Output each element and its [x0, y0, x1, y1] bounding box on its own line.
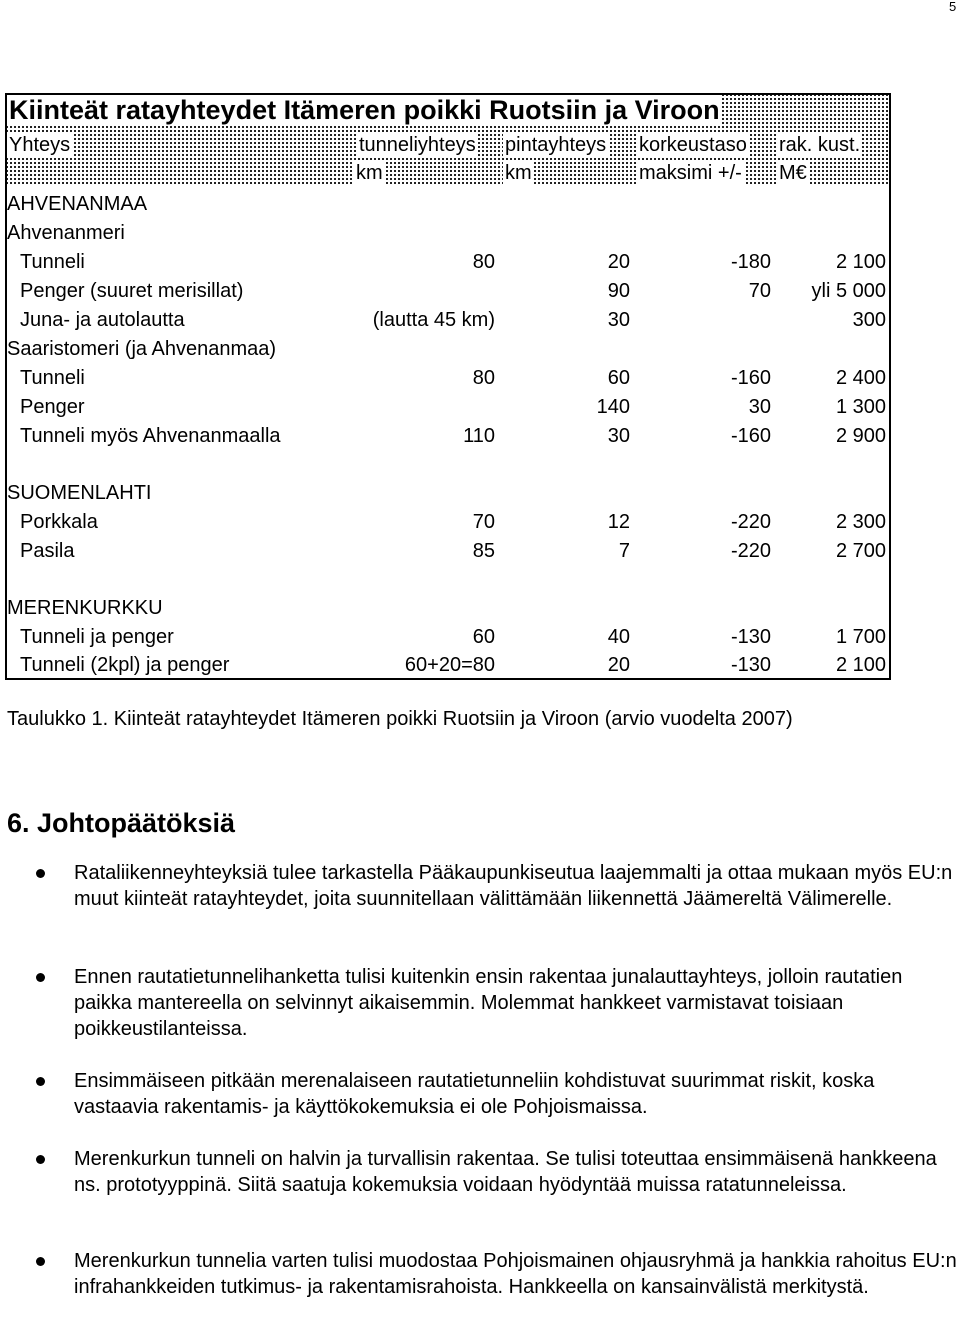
- header-rak-kust: rak. kust.: [779, 134, 861, 156]
- cell-pintayhteys: 60: [607, 367, 630, 389]
- bullet-icon: [36, 973, 45, 982]
- cell-tunneliyhteys: 60: [472, 626, 495, 648]
- table-caption: Taulukko 1. Kiinteät ratayhteydet Itämeren poikki Ruotsiin ja Viroon (arvio vuodelta 2007): [7, 708, 793, 730]
- bullet-icon: [36, 1077, 45, 1086]
- cell-pintayhteys: 30: [607, 425, 630, 447]
- header-tunneliyhteys-unit: km: [356, 162, 383, 184]
- bullet-text: Merenkurkun tunnelia varten tulisi muodostaa Pohjoismainen ohjausryhmä ja hankkia rahoitus EU:n infrahankkeiden tutkimus- ja rakentamisrahoista. Hankkeella on kansainvälistä merkitystä.: [74, 1250, 957, 1298]
- table-row-label: Penger (suuret merisillat): [20, 280, 244, 302]
- cell-korkeustaso: -160: [730, 367, 771, 389]
- bullet-item: [74, 1146, 959, 1198]
- bullet-item: [74, 860, 959, 912]
- cell-pintayhteys: 140: [596, 396, 630, 418]
- section-heading: 6. Johtopäätöksiä: [7, 808, 236, 838]
- cell-tunneliyhteys: 85: [472, 540, 495, 562]
- page-number: 5: [949, 0, 957, 14]
- cell-rak-kust: yli 5 000: [811, 280, 886, 302]
- header-tunneliyhteys: tunneliyhteys: [359, 134, 476, 156]
- cell-rak-kust: 2 700: [835, 540, 886, 562]
- bullet-icon: [36, 1257, 45, 1266]
- bullet-text: Ennen rautatietunnelihanketta tulisi kuitenkin ensin rakentaa junalauttayhteys, jolloin rautatien paikka mantereella on selvinnyt aikaisemmin. Molemmat hankkeet varmistavat toisiaan poikkeustilanteissa.: [74, 966, 903, 1040]
- cell-rak-kust: 300: [852, 309, 886, 331]
- bullet-text: Merenkurkun tunneli on halvin ja turvallisin rakentaa. Se tulisi toteuttaa ensimmäisenä hankkeena ns. prototyyppinä. Siitä saatuja kokemuksia voidaan hyödyntää muissa ratatunneleissa.: [74, 1148, 937, 1196]
- table-row-label: Penger: [20, 396, 85, 418]
- bullet-item: [74, 964, 959, 1042]
- table-row-label: Porkkala: [20, 511, 98, 533]
- cell-pintayhteys: 90: [607, 280, 630, 302]
- table-row-label: Tunneli ja penger: [20, 626, 174, 648]
- bullet-icon: [36, 869, 45, 878]
- cell-tunneliyhteys: 80: [472, 367, 495, 389]
- table-title: Kiinteät ratayhteydet Itämeren poikki Ruotsiin ja Viroon: [9, 95, 720, 125]
- row-label-merenkurkku: MERENKURKKU: [7, 597, 163, 619]
- cell-pintayhteys: 7: [618, 540, 630, 562]
- table-row-label: Tunneli (2kpl) ja penger: [20, 654, 230, 676]
- row-label-saaristomeri: Saaristomeri (ja Ahvenanmaa): [7, 338, 277, 360]
- cell-pintayhteys: 20: [607, 251, 630, 273]
- cell-tunneliyhteys: 70: [472, 511, 495, 533]
- cell-rak-kust: 2 900: [835, 425, 886, 447]
- cell-rak-kust: 2 100: [835, 654, 886, 676]
- cell-tunneliyhteys: 60+20=80: [404, 654, 495, 676]
- cell-korkeustaso: 30: [748, 396, 771, 418]
- cell-korkeustaso: -130: [730, 626, 771, 648]
- table-row-label: Tunneli myös Ahvenanmaalla: [20, 425, 281, 447]
- cell-rak-kust: 2 400: [835, 367, 886, 389]
- cell-rak-kust: 1 700: [835, 626, 886, 648]
- cell-rak-kust: 2 100: [835, 251, 886, 273]
- bullet-item: [74, 1248, 959, 1300]
- bullet-text: Ensimmäiseen pitkään merenalaiseen rautatietunneliin kohdistuvat suurimmat riskit, koska vastaavia rakentamis- ja käyttökokemuksia ei ole Pohjoismaissa.: [74, 1070, 875, 1118]
- header-rak-kust-unit: M€: [779, 162, 807, 184]
- row-label-ahvenanmeri: Ahvenanmeri: [7, 222, 125, 244]
- cell-korkeustaso: 70: [748, 280, 771, 302]
- header-pintayhteys-unit: km: [505, 162, 532, 184]
- bullet-text: Rataliikenneyhteyksiä tulee tarkastella Pääkaupunkiseutua laajemmalti ja ottaa mukaan myös EU:n muut kiinteät ratayhteydet, joita suunnitellaan välittämään liikennettä Jäämereltä Välimerelle.: [74, 862, 953, 910]
- header-pintayhteys: pintayhteys: [505, 134, 607, 156]
- cell-korkeustaso: -180: [730, 251, 771, 273]
- cell-korkeustaso: -220: [730, 540, 771, 562]
- cell-pintayhteys: 40: [607, 626, 630, 648]
- cell-pintayhteys: 12: [607, 511, 630, 533]
- cell-korkeustaso: -160: [730, 425, 771, 447]
- cell-tunneliyhteys: 110: [463, 425, 495, 447]
- header-korkeustaso-unit: maksimi +/-: [639, 162, 742, 184]
- header-korkeustaso: korkeustaso: [639, 134, 747, 156]
- cell-tunneliyhteys: (lautta 45 km): [372, 309, 495, 331]
- cell-tunneliyhteys: 80: [472, 251, 495, 273]
- row-label-suomenlahti: SUOMENLAHTI: [7, 482, 152, 504]
- cell-rak-kust: 1 300: [835, 396, 886, 418]
- table-row-label: Tunneli: [20, 251, 85, 273]
- bullet-icon: [36, 1155, 45, 1164]
- row-label-ahvenanmaa: AHVENANMAA: [7, 193, 148, 215]
- cell-korkeustaso: -220: [730, 511, 771, 533]
- table-row-label: Tunneli: [20, 367, 85, 389]
- cell-korkeustaso: -130: [730, 654, 771, 676]
- cell-pintayhteys: 30: [607, 309, 630, 331]
- header-yhteys: Yhteys: [9, 134, 71, 156]
- cell-pintayhteys: 20: [607, 654, 630, 676]
- table-row-label: Juna- ja autolautta: [20, 309, 185, 331]
- bullet-item: [74, 1068, 959, 1120]
- table-row-label: Pasila: [20, 540, 75, 562]
- cell-rak-kust: 2 300: [835, 511, 886, 533]
